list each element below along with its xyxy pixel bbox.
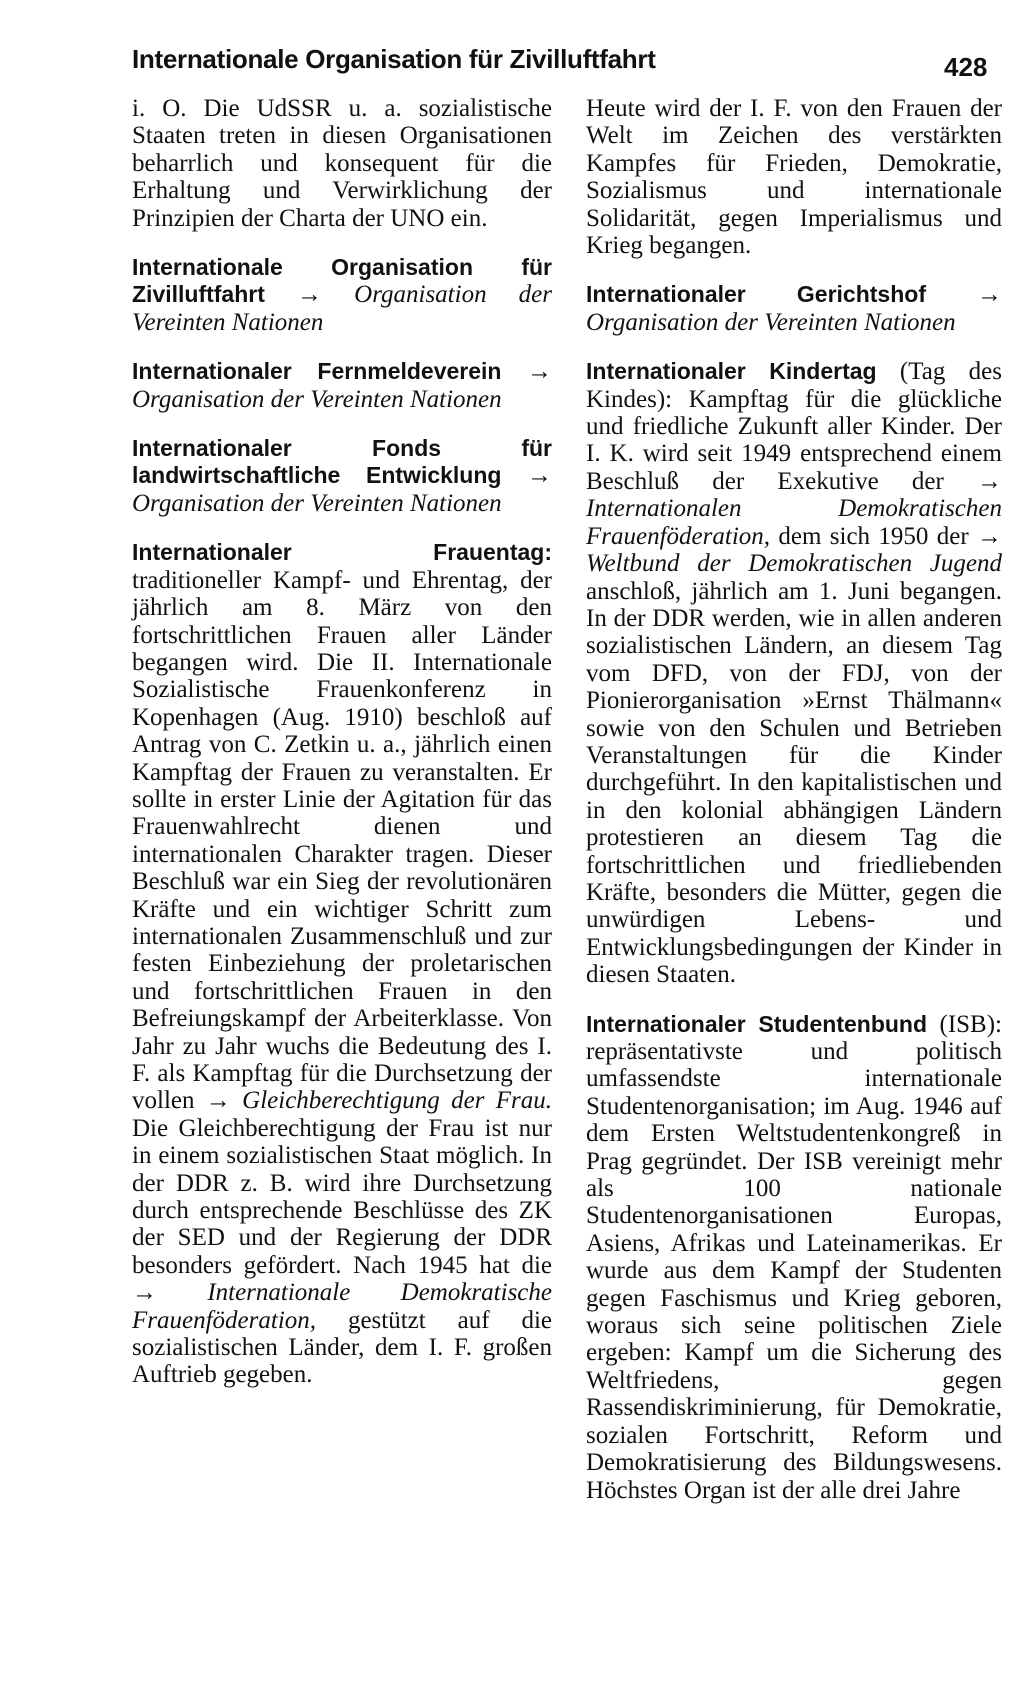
entry-headword: Internationaler Fernmeldeverein	[132, 358, 502, 385]
cross-reference: Weltbund der Demokratischen Jugend	[586, 550, 1002, 578]
entry-kindertag	[586, 358, 1002, 988]
arrow-icon: →	[527, 358, 552, 386]
entry-fonds	[132, 435, 552, 517]
page-number: 428	[944, 52, 988, 82]
entry-gerichtshof	[586, 281, 1002, 336]
entry-icao	[132, 254, 552, 336]
entry-headword: Internationaler Frauentag:	[132, 539, 552, 566]
cross-reference: Organisation der Vereinten Nationen	[132, 281, 553, 336]
entry-text: gestützt auf die sozialistischen Länder, dem I. F. großen Auftrieb gegeben.	[132, 1306, 552, 1389]
running-header-title: Internationale Organisation für Zivilluftfahrt	[132, 44, 656, 74]
entry-frauentag	[132, 539, 552, 1389]
entry-fernmeldeverein	[132, 358, 552, 413]
entry-headword: Internationaler Studentenbund	[586, 1010, 928, 1037]
cross-reference: Gleichberechtigung der Frau.	[242, 1087, 552, 1115]
right-column	[586, 95, 1002, 1526]
cross-reference: Organisation der Vereinten Nationen	[132, 489, 502, 517]
entry-headword: Internationale Organisation für Zivilluftfahrt	[132, 254, 552, 308]
continuation-text: Heute wird der I. F. von den Frauen der Welt im Zeichen des verstärkten Kampfes für Frieden, Demokratie, Sozialismus und internationale Solidarität, gegen Imperialismus und Krieg begangen.	[586, 95, 1002, 260]
entry-headword: Internationaler Fonds für landwirtschaftliche Entwicklung	[132, 435, 552, 489]
arrow-icon: →	[205, 1087, 231, 1115]
cross-reference: Internationale Demokratische Frauenföderation,	[132, 1279, 552, 1334]
left-column	[132, 95, 552, 1411]
entry-text: traditioneller Kampf- und Ehrentag, der jährlich am 8. März von den fortschrittlichen Frauen aller Länder begangen wird. Die II. Internationale Sozialistische Frauenkonferenz in Kopenhagen (Aug. 1910) beschloß auf Antrag von C. Zetkin u. a., jährlich einen Kampftag der Frauen zu veranstalten. Er sollte in erster Linie der Agitation für das Frauenwahlrecht dienen und internationalen Charakter tragen. Dieser Beschluß war ein Sieg der revolutionären Kräfte und ein wichtiger Schritt zum internationalen Zusammenschluß und zur festen Einbeziehung der proletarischen und fortschrittlichen Frauen in den Befreiungskampf der Arbeiterklasse. Von Jahr zu Jahr wuchs die Bedeutung des I. F. als Kampftag für die Durchsetzung der vollen	[132, 566, 552, 1115]
entry-studentenbund	[586, 1011, 1002, 1504]
arrow-icon: →	[977, 522, 1003, 550]
arrow-icon: →	[297, 281, 323, 309]
arrow-icon: →	[977, 281, 1002, 309]
continuation-text: i. O. Die UdSSR u. a. sozialistische Staaten treten in diesen Organisationen beharrlich und konsequent für die Erhaltung und Verwirklichung der Prinzipien der Charta der UNO ein.	[132, 95, 552, 232]
entry-text: anschloß, jährlich am 1. Juni begangen. In der DDR werden, wie in allen anderen sozialistischen Ländern, an diesem Tag vom DFD, von der FDJ, von der Pionierorganisation »Ernst Thälmann« sowie von den Schulen und Betrieben Veranstaltungen für die Kinder durchgeführt. In den kapitalistischen und in den kolonial abhängigen Ländern protestieren an diesem Tag die fortschrittlichen und friedliebenden Kräfte, besonders die Mütter, gegen die unwürdigen Lebens- und Entwicklungsbedingungen der Kinder in diesen Staaten.	[586, 577, 1002, 989]
entry-headword: Internationaler Gerichtshof	[586, 281, 926, 308]
entry-headword: Internationaler Kindertag	[586, 358, 877, 385]
cross-reference: Internationalen Demokratischen Frauenföderation,	[586, 495, 1002, 550]
entry-text: dem sich 1950 der	[778, 522, 969, 550]
arrow-icon: →	[132, 1279, 157, 1307]
entry-text: Die Gleichberechtigung der Frau ist nur in einem sozialistischen Staat möglich. In der DDR z. B. wird ihre Durchsetzung durch entsprechende Beschlüsse des ZK der SED und der Regierung der DDR besonders gefördert. Nach 1945 hat die	[132, 1114, 552, 1279]
entry-text: (Tag des Kindes): Kampftag für die glückliche und friedliche Zukunft aller Kinder. Der I. K. wird seit 1949 entsprechend einem Beschluß der Exekutive der	[586, 358, 1002, 495]
arrow-icon: →	[977, 467, 1002, 495]
arrow-icon: →	[527, 462, 553, 490]
cross-reference: Organisation der Vereinten Nationen	[586, 308, 956, 336]
cross-reference: Organisation der Vereinten Nationen	[132, 385, 502, 413]
entry-text: (ISB): repräsentativste und politisch umfassendste internationale Studentenorganisation; im Aug. 1946 auf dem Ersten Weltstudentenkongreß in Prag gegründet. Der ISB vereinigt mehr als 100 nationale Studentenorganisationen Europas, Asiens, Afrikas und Lateinamerikas. Er wurde aus dem Kampf der Studenten gegen Faschismus und Krieg geboren, woraus sich seine politischen Ziele ergeben: Kampf um die Sicherung des Weltfriedens, gegen Rassendiskriminierung, für Demokratie, sozialen Fortschritt, Reform und Demokratisierung des Bildungswesens. Höchstes Organ ist der alle drei Jahre	[586, 1010, 1002, 1504]
